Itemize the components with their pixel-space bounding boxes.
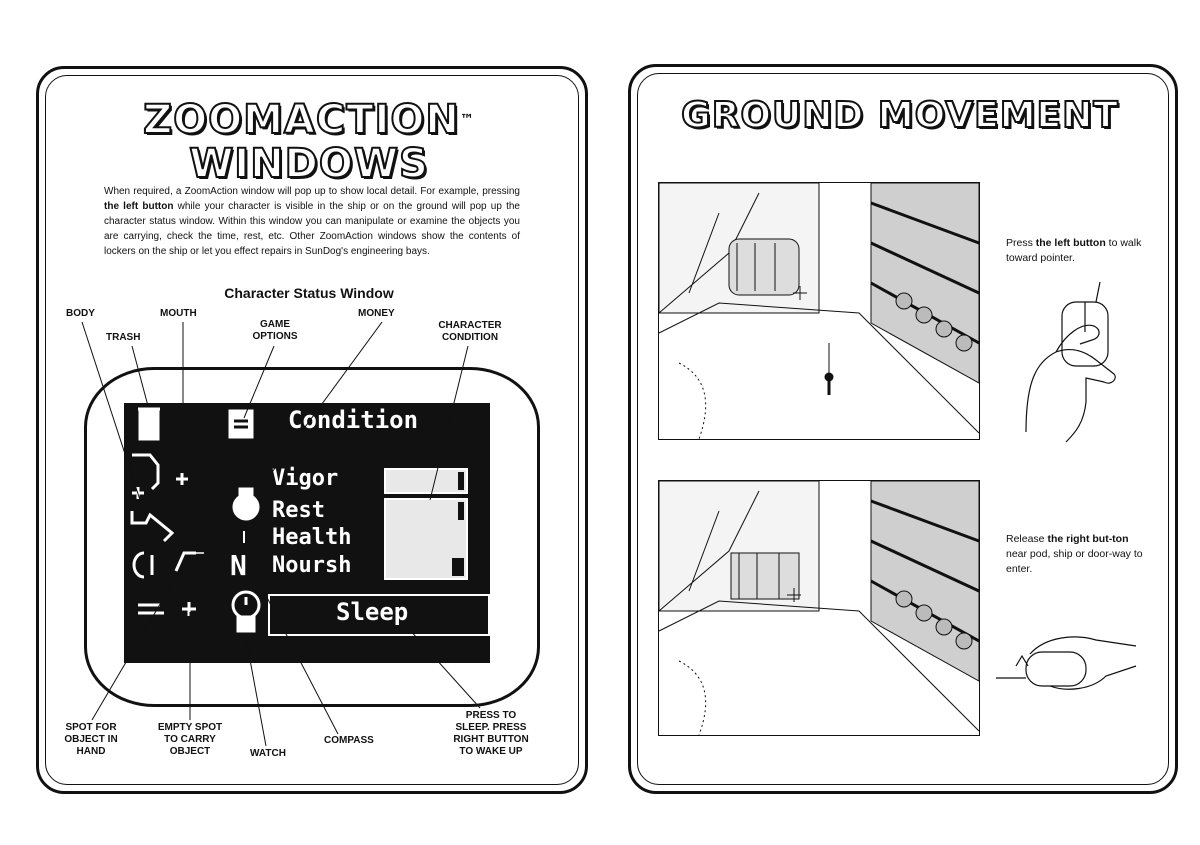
diagram-title: Character Status Window (224, 285, 394, 301)
title-line-1: ZOOMACTION (143, 97, 460, 143)
compass-letter: N (230, 549, 247, 582)
label-empty-spot: EMPTY SPOT TO CARRY OBJECT (157, 722, 223, 757)
label-watch: WATCH (250, 748, 286, 759)
label-body: BODY (66, 308, 95, 319)
stat-vigor: Vigor (272, 466, 339, 491)
label-press-to-sleep: PRESS TO SLEEP. PRESS RIGHT BUTTON TO WAKE UP (453, 710, 529, 757)
street-scene-walk-art (659, 183, 979, 439)
stat-rest: Rest (272, 498, 325, 523)
label-mouth: MOUTH (160, 308, 197, 319)
label-compass: COMPASS (324, 735, 374, 746)
mouse-right-release-illustration (996, 626, 1146, 696)
stat-health: Health (272, 525, 352, 550)
street-scene-walk (658, 182, 980, 440)
title-line-2: WINDOWS (189, 141, 429, 187)
mouse-left-click-illustration (1016, 282, 1136, 442)
ground-movement-title: GROUND MOVEMENT (681, 95, 1119, 136)
label-money: MONEY (358, 308, 395, 319)
label-spot-for-object: SPOT FOR OBJECT IN HAND (64, 722, 118, 757)
label-trash: TRASH (106, 332, 141, 343)
label-game-options: GAME OPTIONS (252, 319, 298, 342)
condition-heading: Condition (288, 406, 419, 434)
intro-paragraph: When required, a ZoomAction window will pop up to show local detail. For example, pressing the left button while your character is visible in the ship or on the ground will pop up the character status window. Within this window you can manipulate or examine the objects you are carrying, check the time, rest, etc. Other ZoomAction windows show the contents of lockers on the ship or let you effect repairs in SunDog's engineering bays. (104, 186, 520, 257)
street-scene-enter-art (659, 481, 979, 735)
label-character-condition: CHARACTER CONDITION (438, 320, 502, 343)
street-scene-enter (658, 480, 980, 736)
walk-caption: Press the left button to walk toward pointer. (1006, 237, 1142, 264)
enter-caption: Release the right but-ton near pod, ship or door-way to enter. (1006, 533, 1143, 575)
sleep-label: Sleep (336, 598, 409, 626)
stat-noursh: Noursh (272, 553, 352, 578)
trademark-mark: ™ (459, 112, 475, 128)
